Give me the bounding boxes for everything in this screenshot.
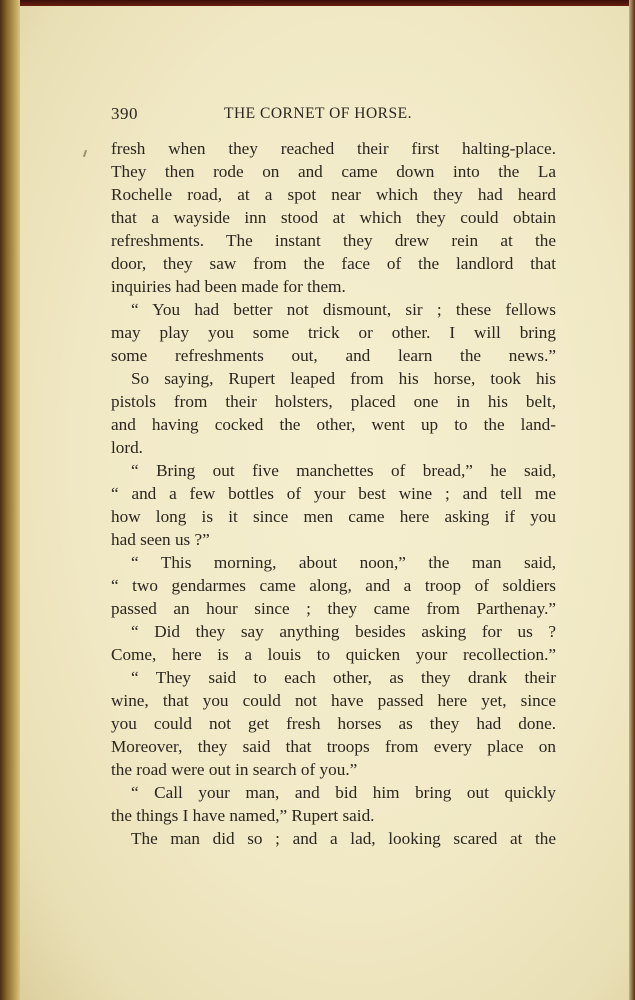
text-line: pistols from their holsters, placed one in his belt,: [111, 392, 556, 411]
text-line: wine, that you could not have passed here yet, since: [111, 691, 556, 710]
text-line: So saying, Rupert leaped from his horse, took his: [131, 369, 556, 388]
text-line: fresh when they reached their first halting-place.: [111, 139, 556, 158]
running-title: THE CORNET OF HORSE.: [224, 105, 412, 122]
text-line: The man did so ; and a lad, looking scared at the: [131, 829, 556, 848]
text-line: passed an hour since ; they came from Parthenay.”: [111, 599, 556, 618]
text-line: inquiries had been made for them.: [111, 277, 346, 296]
text-line: that a wayside inn stood at which they could obtain: [111, 208, 556, 227]
text-line: and having cocked the other, went up to the land-: [111, 415, 556, 434]
text-line: the things I have named,” Rupert said.: [111, 806, 375, 825]
text-line: door, they saw from the face of the landlord that: [111, 254, 556, 273]
page-number: 390: [111, 104, 138, 123]
text-line: “ This morning, about noon,” the man said,: [131, 553, 556, 572]
text-line: “ They said to each other, as they drank their: [131, 668, 556, 687]
text-line: “ You had better not dismount, sir ; these fellows: [131, 300, 556, 319]
text-line: refreshments. The instant they drew rein at the: [111, 231, 556, 250]
text-line: the road were out in search of you.”: [111, 760, 358, 779]
body-text: [111, 137, 556, 850]
text-line: may play you some trick or other. I will bring: [111, 323, 556, 342]
text-line: some refreshments out, and learn the news.”: [111, 346, 556, 365]
text-line: “ Call your man, and bid him bring out quickly: [131, 783, 556, 802]
text-line: “ two gendarmes came along, and a troop of soldiers: [111, 576, 556, 595]
text-line: “ and a few bottles of your best wine ; and tell me: [111, 484, 556, 503]
text-line: “ Did they say anything besides asking for us ?: [131, 622, 556, 641]
text-line: lord.: [111, 438, 143, 457]
book-binding: [0, 0, 20, 1000]
text-line: Come, here is a louis to quicken your recollection.”: [111, 645, 556, 664]
page-header: [111, 104, 556, 128]
text-line: Moreover, they said that troops from every place on: [111, 737, 556, 756]
text-line: had seen us ?”: [111, 530, 210, 549]
book-right-edge: [629, 0, 635, 1000]
text-line: They then rode on and came down into the La: [111, 162, 556, 181]
text-line: how long is it since men came here asking if you: [111, 507, 556, 526]
text-line: you could not get fresh horses as they had done.: [111, 714, 556, 733]
text-line: Rochelle road, at a spot near which they had heard: [111, 185, 556, 204]
text-line: “ Bring out five manchettes of bread,” he said,: [131, 461, 556, 480]
